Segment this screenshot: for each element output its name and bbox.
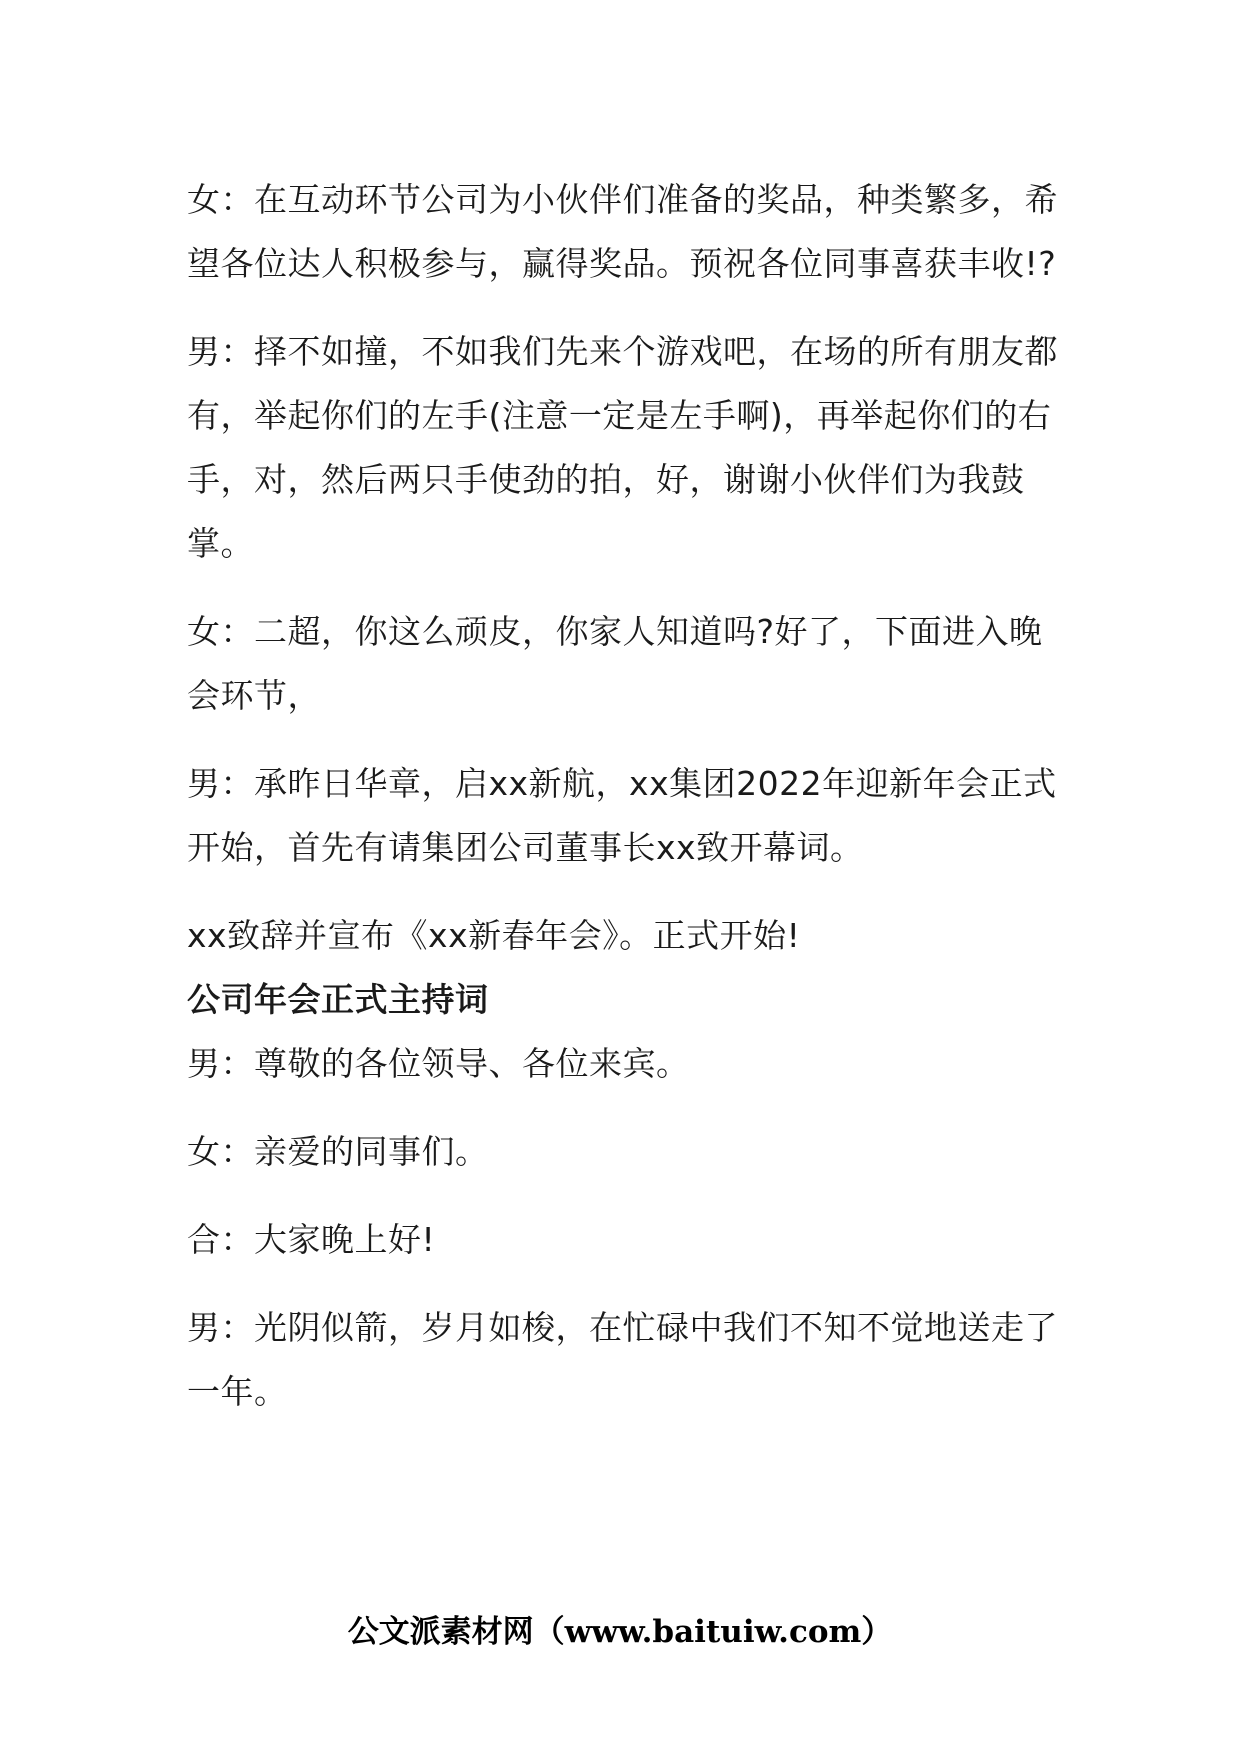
paragraph-time-flies: 男：光阴似箭，岁月如梭，在忙碌中我们不知不觉地送走了一年。 (187, 1308, 1058, 1411)
paragraph-opening: 男：承昨日华章，启xx新航，xx集团2022年迎新年会正式开始，首先有请集团公司董事长xx致开幕词。 (187, 764, 1057, 867)
footer-source: 公文派素材网（www.baituiw.com） (347, 1614, 893, 1650)
section-heading: 公司年会正式主持词 (187, 980, 489, 1019)
paragraph-gala-segment: 女：二超，你这么顽皮，你家人知道吗?好了，下面进入晚会环节， (187, 612, 1043, 715)
document-body (187, 168, 1067, 1448)
paragraph-speech: xx致辞并宣布《xx新春年会》。正式开始! (187, 916, 801, 955)
paragraph-prize-intro: 女：在互动环节公司为小伙伴们准备的奖品，种类繁多，希望各位达人积极参与，赢得奖品。预祝各位同事喜获丰收!? (187, 180, 1058, 283)
paragraph-greeting-colleagues: 女：亲爱的同事们。 (187, 1132, 489, 1171)
paragraph-greeting-all: 合：大家晚上好! (187, 1220, 436, 1259)
paragraph-greeting-leaders: 男：尊敬的各位领导、各位来宾。 (187, 1044, 690, 1083)
paragraph-game: 男：择不如撞，不如我们先来个游戏吧，在场的所有朋友都有，举起你们的左手(注意一定是左手啊)，再举起你们的右手，对，然后两只手使劲的拍，好，谢谢小伙伴们为我鼓掌。 (187, 332, 1058, 563)
